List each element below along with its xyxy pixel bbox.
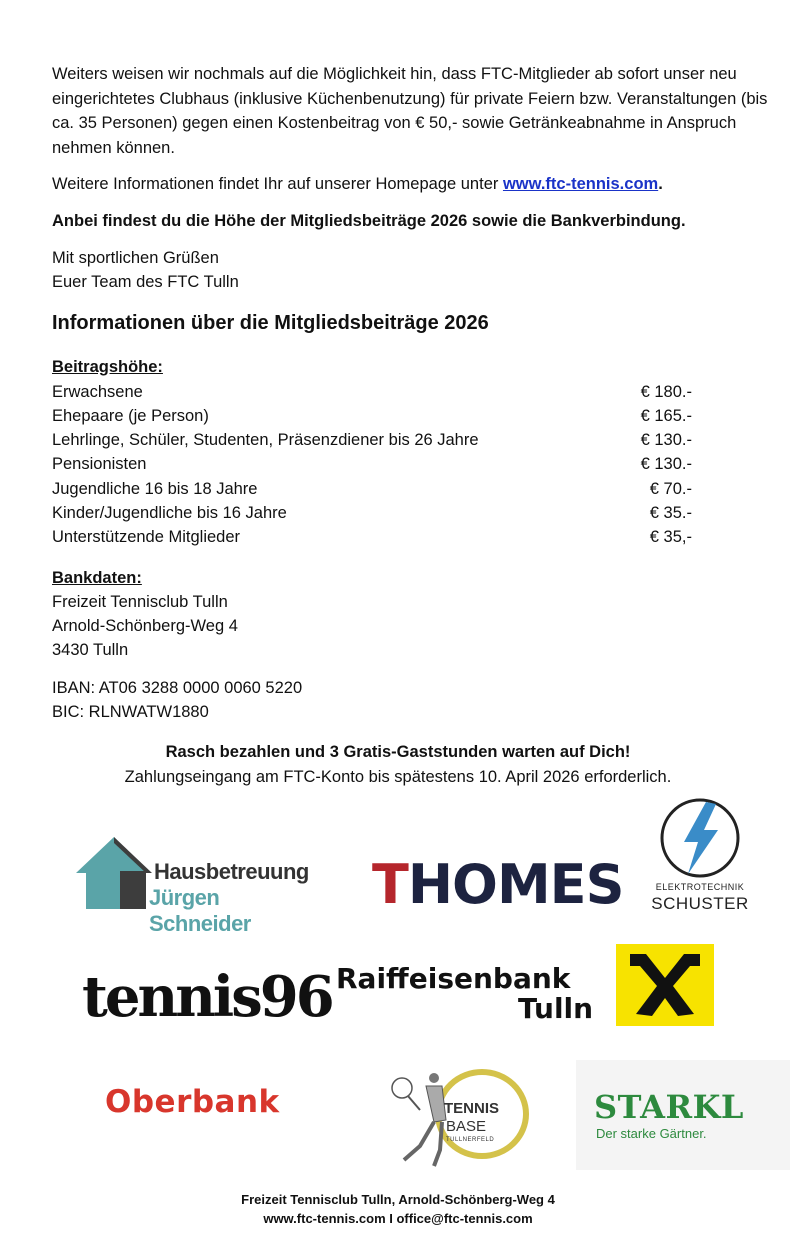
fee-label: Unterstützende Mitglieder [52,528,241,546]
promo-deadline: Zahlungseingang am FTC-Konto bis spätestens 10. April 2026 erforderlich. [124,768,672,786]
fee-label: Kinder/Jugendliche bis 16 Jahre [52,504,287,522]
bank-street: Arnold-Schönberg-Weg 4 [52,617,238,635]
tennisbase-text: TENNIS [444,1100,500,1117]
fee-label: Pensionisten [52,455,147,473]
fee-amount: € 35,- [649,528,692,546]
house-icon [74,835,152,911]
logo-raiffeisenbank [336,944,718,1028]
fee-label: Lehrlinge, Schüler, Studenten, Präsenzdiener bis 26 Jahre [52,431,479,449]
starkl-tagline: Der starke Gärtner. [596,1126,707,1141]
fee-row [52,452,692,476]
logo-oberbank [105,1084,337,1124]
fee-amount: € 130.- [640,455,692,473]
fee-row [52,477,692,501]
fee-label: Erwachsene [52,383,143,401]
greeting-line-1: Mit sportlichen Grüßen [52,249,219,267]
hausbetreuung-name: Jürgen Schneider [149,885,251,936]
hausbetreuung-text: Hausbetreuung [154,859,309,884]
fee-label: Ehepaare (je Person) [52,407,209,425]
tennisbase-base: BASE [446,1118,487,1135]
logo-hausbetreuung [74,833,324,936]
thomes-text [372,853,623,916]
starkl-text: STARKL [594,1088,744,1126]
oberbank-text: Oberbank [105,1084,280,1120]
bank-bic: BIC: RLNWATW1880 [52,703,209,721]
logo-tennis96 [82,962,332,1032]
intro-paragraph: Weiters weisen wir nochmals auf die Möglichkeit hin, dass FTC-Mitglieder ab sofort unser neu eingerichtetes Clubhaus (inklusive Küchenbenutzung) für private Feiern bzw. Veranstaltungen (bis ca. 35 Personen) gegen einen Kostenbeitrag von € 50,- sowie Getränkeabnahme in Anspruch nehmen können. [52,65,768,157]
raiffeisen-gable-icon [616,944,714,1026]
bank-city: 3430 Tulln [52,641,129,659]
raiffeisen-city: Tulln [518,992,594,1025]
fee-amount: € 130.- [640,431,692,449]
fee-row [52,501,692,525]
tennisbase-location: TULLNERFELD [446,1137,495,1143]
thomes-t-letter: T [372,853,408,916]
fee-amount: € 165.- [640,407,692,425]
bank-heading: Bankdaten: [52,569,142,587]
thomes-rest-letters: HOMES [407,853,624,916]
bank-iban: IBAN: AT06 3288 0000 0060 5220 [52,679,303,697]
tennis96-text: tennis96 [82,964,332,1030]
fee-amount: € 180.- [640,383,692,401]
fee-row [52,404,692,428]
greeting-line-2: Euer Team des FTC Tulln [52,273,239,291]
logo-starkl [576,1060,790,1170]
bank-name: Freizeit Tennisclub Tulln [52,593,228,611]
logo-tennis-base [390,1064,530,1172]
fees-heading: Informationen über die Mitgliedsbeiträge 2026 [52,312,489,334]
homepage-link[interactable]: www.ftc-tennis.com [502,175,659,193]
logo-elektrotechnik-schuster [650,796,750,916]
fee-row [52,380,692,404]
schuster-text: SCHUSTER [651,894,749,913]
footer-contact: www.ftc-tennis.com I office@ftc-tennis.com [263,1211,533,1226]
footer-address: Freizeit Tennisclub Tulln, Arnold-Schönberg-Weg 4 [241,1192,555,1207]
fee-amount: € 70.- [649,480,692,498]
homepage-line [52,172,787,197]
homepage-suffix: . [658,175,663,193]
raiffeisen-text: Raiffeisenbank [336,962,571,995]
fee-row [52,525,692,549]
logo-thomes [372,852,624,918]
promo-headline: Rasch bezahlen und 3 Gratis-Gaststunden warten auf Dich! [165,743,631,761]
fee-label: Jugendliche 16 bis 18 Jahre [52,480,258,498]
fee-row [52,428,692,452]
fee-amount: € 35.- [649,504,692,522]
homepage-prefix: Weitere Informationen findet Ihr auf unserer Homepage unter [52,175,503,193]
elektrotechnik-text: ELEKTROTECHNIK [655,882,745,892]
attachment-note: Anbei findest du die Höhe der Mitgliedsbeiträge 2026 sowie die Bankverbindung. [52,212,686,230]
lightning-icon [658,796,742,880]
fees-subheading: Beitragshöhe: [52,358,163,376]
